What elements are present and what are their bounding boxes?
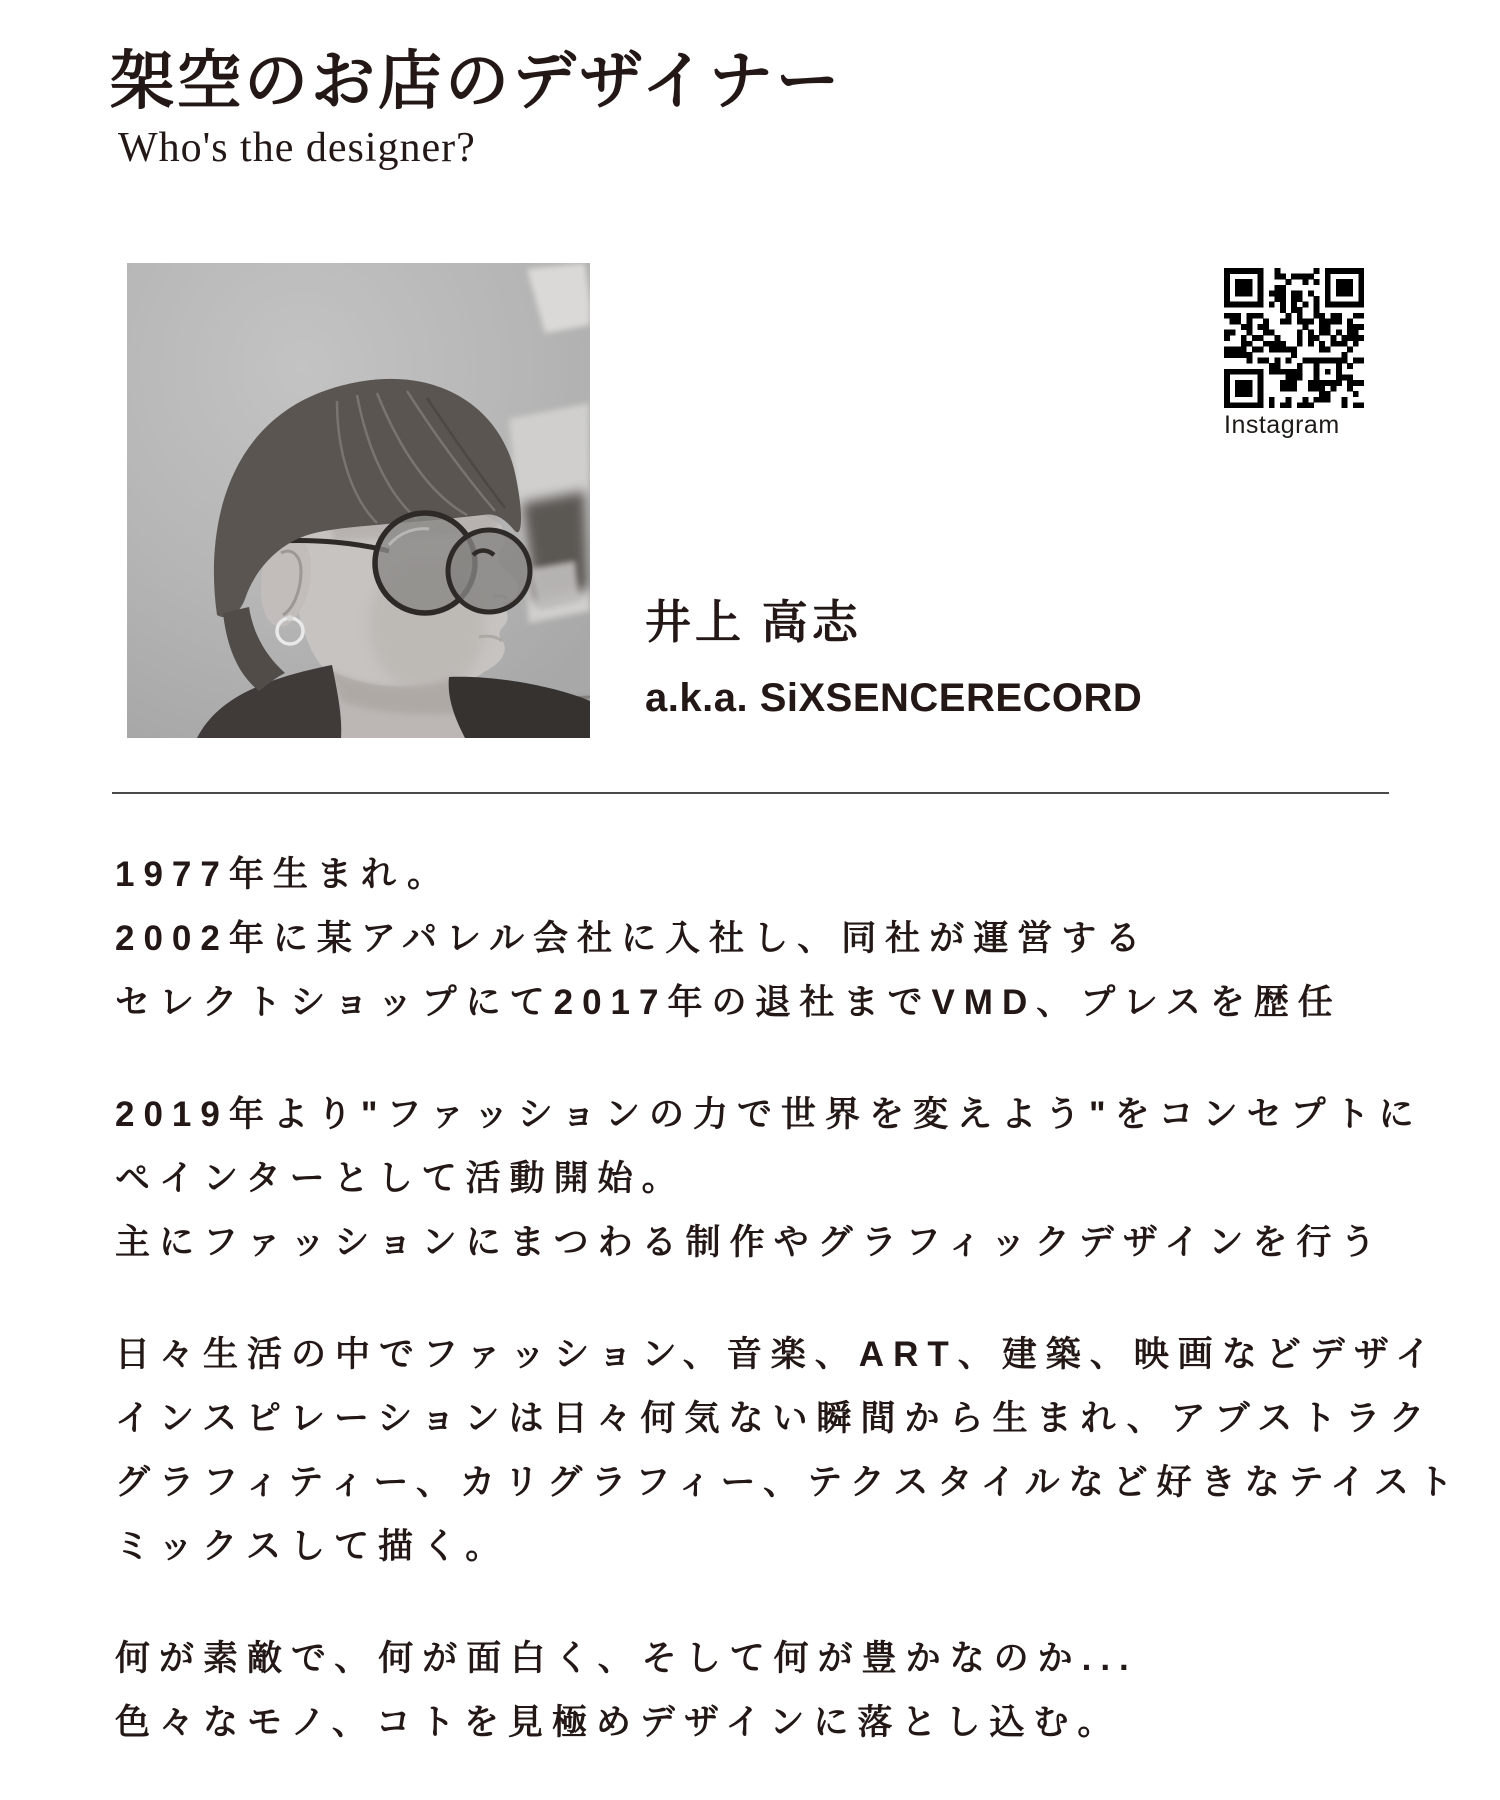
- bio-line: ミックスして描く。: [115, 1527, 510, 1566]
- bio-line: ペインターとして活動開始。: [115, 1159, 686, 1198]
- bio-paragraph: [115, 843, 1462, 1035]
- bio-paragraph: [115, 1323, 1462, 1579]
- bio-line: 1977年生まれ。: [115, 855, 451, 894]
- instagram-qr-label: Instagram: [1224, 411, 1340, 439]
- designer-name: 井上 高志: [645, 596, 862, 648]
- bio-line: グラフィティー、カリグラフィー、テクスタイルなど好きなテイスト: [115, 1463, 1462, 1502]
- bio-line: 主にファッションにまつわる制作やグラフィックデザインを行う: [115, 1223, 1385, 1262]
- bio-line: 日々生活の中でファッション、音楽、ART、建築、映画などデザイ: [115, 1335, 1440, 1374]
- bio-line: セレクトショップにて2017年の退社までVMD、プレスを歴任: [115, 983, 1342, 1022]
- page-title: 架空のお店のデザイナー: [110, 45, 843, 117]
- bio-line: 色々なモノ、コトを見極めデザインに落とし込む。: [115, 1703, 1122, 1742]
- portrait-photo: [127, 263, 590, 738]
- bio-line: 2002年に某アパレル会社に入社し、同社が運営する: [115, 919, 1150, 958]
- bio-paragraph: [115, 1083, 1462, 1275]
- designer-alias: a.k.a. SiXSENCERECORD: [645, 676, 1143, 720]
- instagram-qr-code: [1224, 268, 1364, 408]
- bio-line: 2019年より"ファッションの力で世界を変えよう"をコンセプトに: [115, 1095, 1423, 1134]
- section-divider: [112, 792, 1389, 794]
- bio-line: 何が素敵で、何が面白く、そして何が豊かなのか...: [115, 1639, 1138, 1678]
- bio-paragraph: [115, 1627, 1462, 1755]
- bio-line: インスピレーションは日々何気ない瞬間から生まれ、アブストラク: [115, 1399, 1434, 1438]
- page-subtitle: Who's the designer?: [118, 125, 476, 171]
- biography-text: [115, 843, 1462, 1800]
